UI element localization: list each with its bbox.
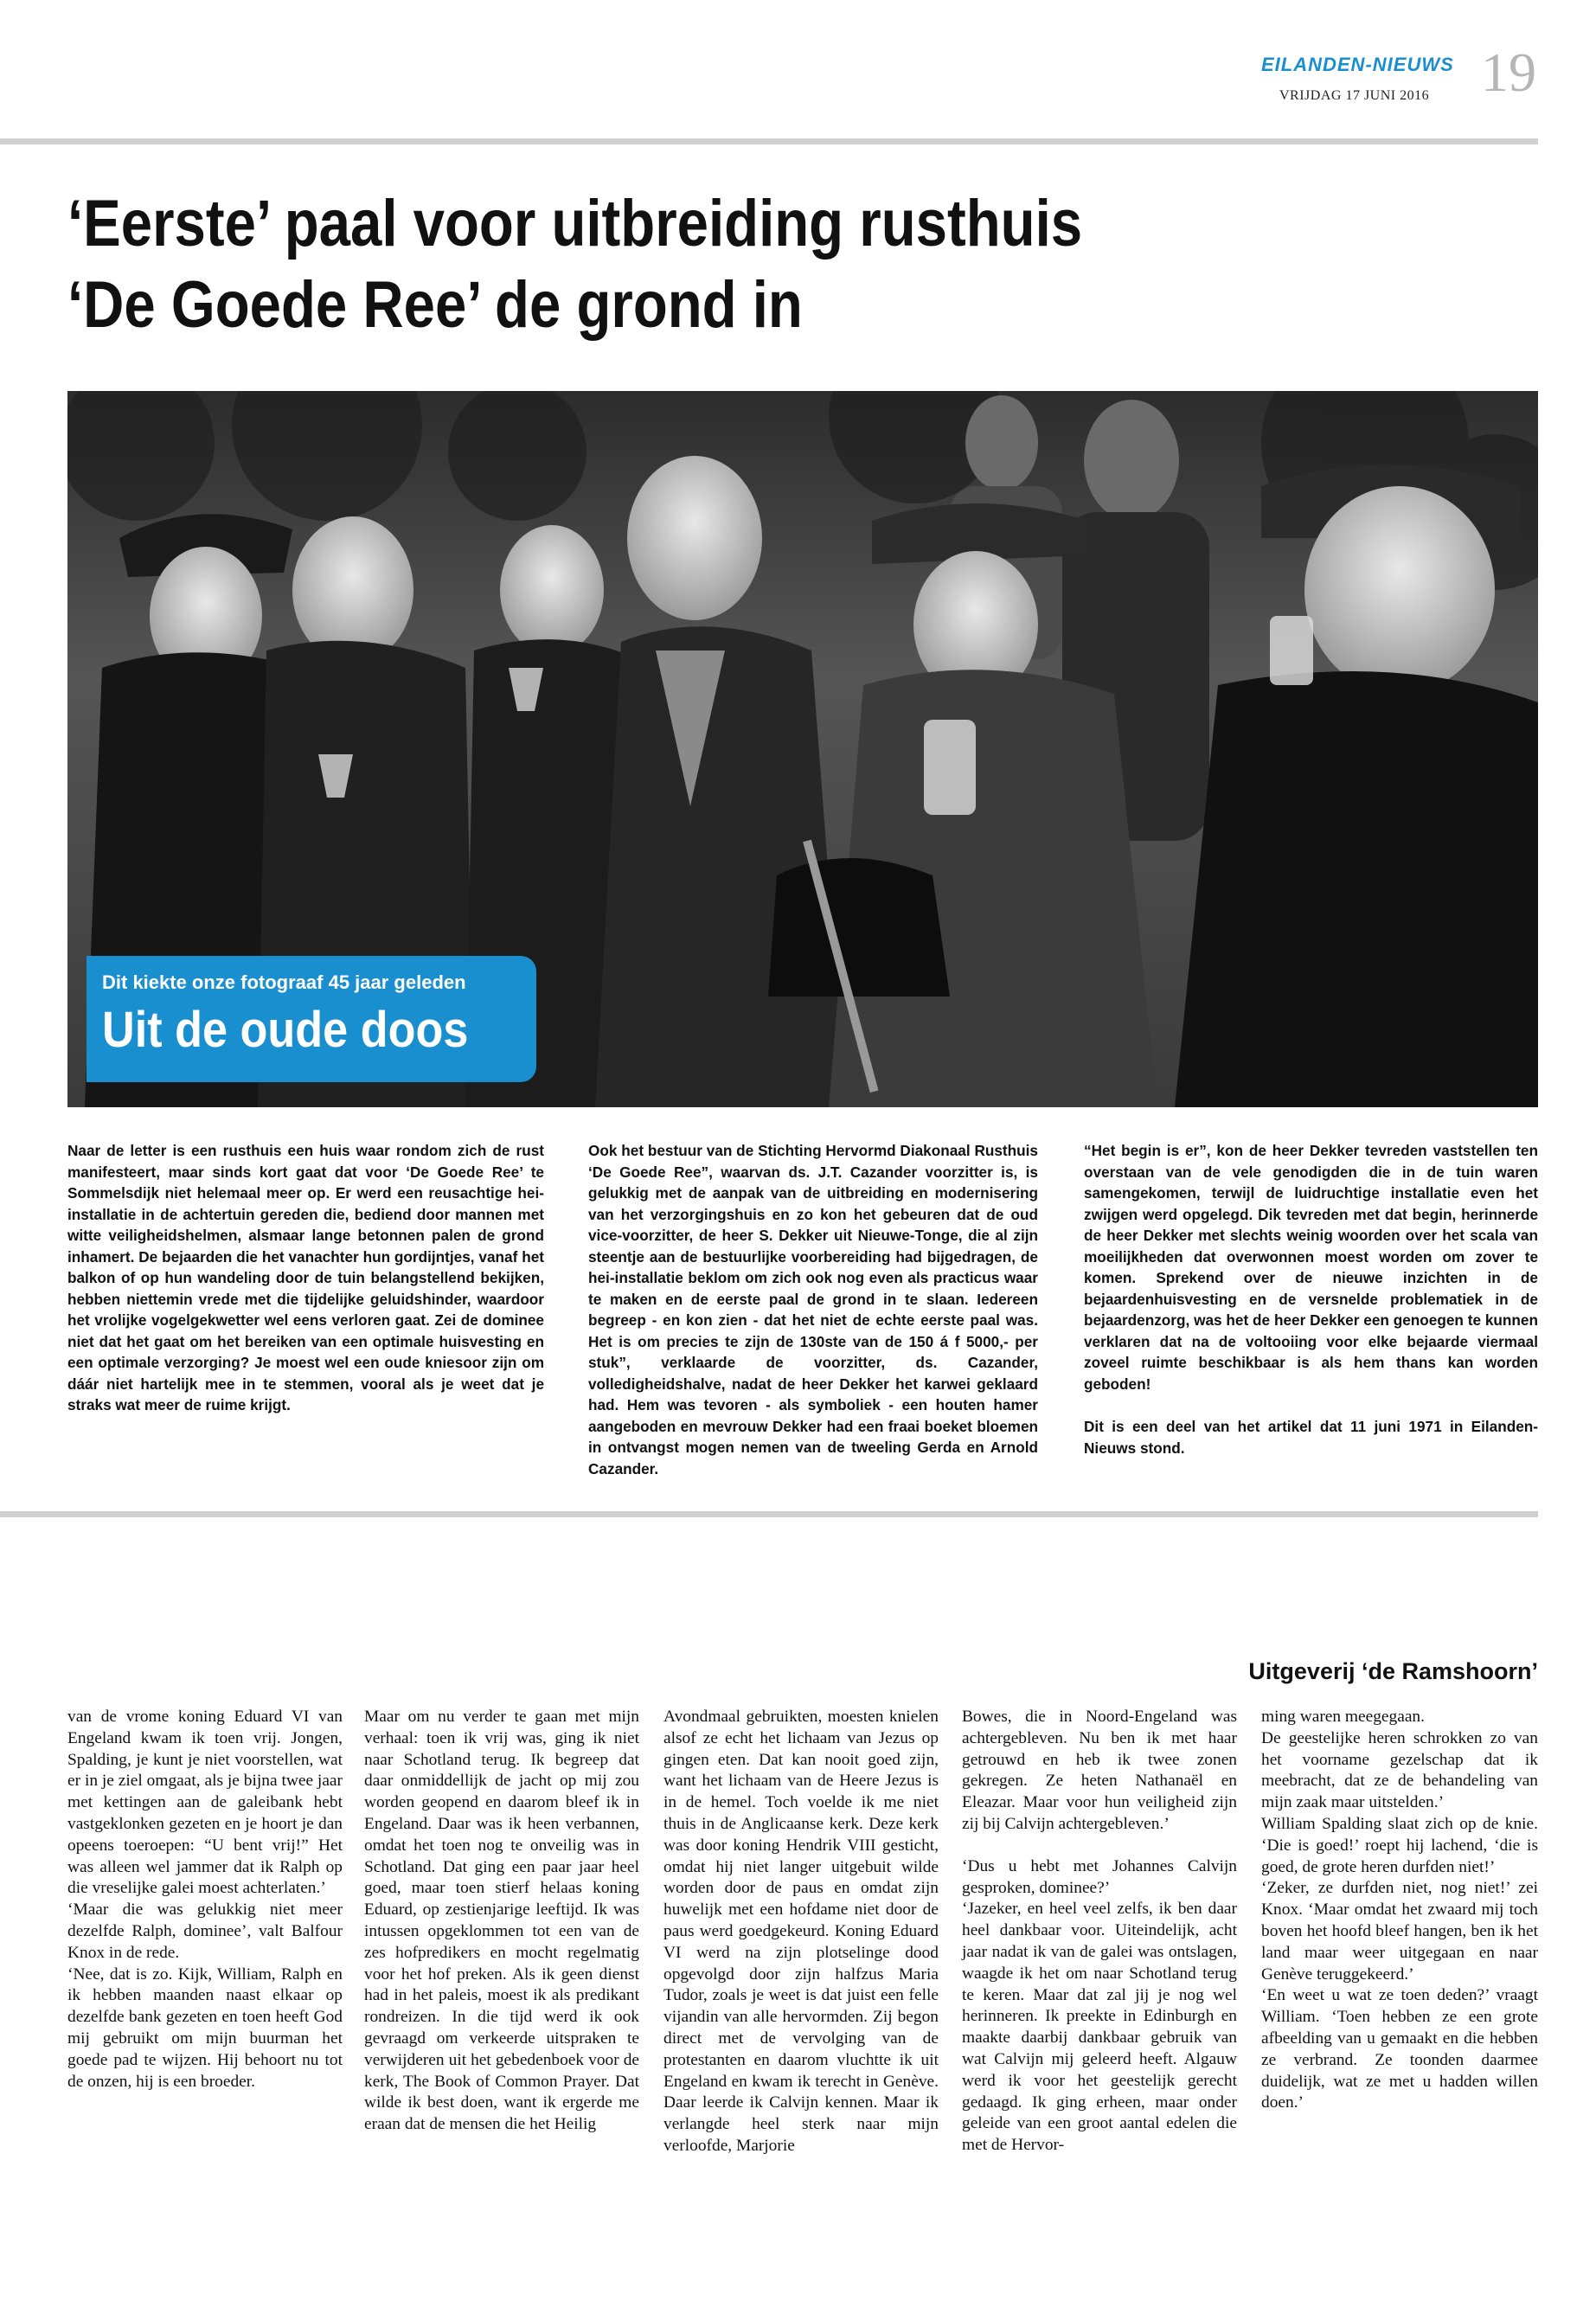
article-paragraph: Ook het bestuur van de Stichting Hervormd Diakonaal Rusthuis ‘De Goede Ree”, waarvan ds. J.T. Cazander voorzitter is, is gelukkig met de aanpak van de uitbreiding en modernisering van het verzorgingshuis en zo kon het gebeuren dat de oud vice-voorzitter, de heer S. Dekker uit Nieuwe-Tonge, die al zijn steentje aan de bestuurlijke voorbereiding had bijgedragen, de hei-installatie beklom om zich ook nog even als practicus waar te maken en de eerste paal de grond in te slaan. Iedereen begreep - en kon zien - dat het niet de echte eerste paal was. Het is om precies te zijn de 130ste van de 150 á f 5000,- per stuk”, verklaarde de voorzitter, ds. Cazander, volledigheidshalve, nadat de heer Dekker het karwei geklaard had. Hem was tevoren - als symboliek - een houten hamer aangeboden en mevrouw Dekker had een fraai boeket bloemen in ontvangst mogen nemen van de tweeling Gerda en Arnold Cazander. [588,1142,1038,1477]
headline-line1: ‘Eerste’ paal voor uitbreiding rusthuis [67,187,1083,260]
serial-column-5 [1261,1707,1538,2114]
headline-line2: ‘De Goede Ree’ de grond in [67,268,803,342]
serial-paragraph: De geestelijke heren schrokken zo van het voorname gezelschap dat ik meebracht, dat ze de behandeling van mijn zaak maar uitstelden.’ [1261,1728,1538,1812]
serial-column-2 [364,1707,639,2136]
section-label-publisher: Uitgeverij ‘de Ramshoorn’ [1248,1658,1538,1684]
article-column-2 [588,1140,1038,1501]
serial-paragraph: ‘Dus u hebt met Johannes Calvijn gesproken, dominee?’ [962,1856,1237,1897]
serial-paragraph: Bowes, die in Noord-Engeland was achtergebleven. Nu ben ik met haar getrouwd en heb ik twee zonen gekregen. Ze heten Nathanaël en Eleazar. Maar voor hun veiligheid zijn zij bij Calvijn achtergebleven.’ [962,1708,1237,1833]
serial-paragraph: ‘Nee, dat is zo. Kijk, William, Ralph en ik hebben maanden naast elkaar op dezelfde bank gezeten en toen heeft God mij gebruikt om mijn buurman het goede pad te wijzen. Hij behoort nu tot de onzen, hij is een broeder. [67,1965,343,2091]
serial-column-3 [663,1707,939,2157]
serial-paragraph: Maar om nu verder te gaan met mijn verhaal: toen ik vrij was, ging ik niet naar Schotland terug. Ik begreep dat daar onmiddellijk de jacht op mij zou worden geopend en daarom bleef ik in Engeland. Daar was ik heen verbannen, omdat het toen nog te onveilig was in Schotland. Dat ging een paar jaar heel goed, maar toen stierf helaas koning Eduard, op zestienjarige leeftijd. Ik was intussen opgeklommen tot een van de zes hofpredikers en mocht regelmatig voor het hof preken. Als ik geen dienst had in het paleis, moest ik als predikant rondreizen. In die tijd werd ik ook gevraagd om verkeerde uitspraken te verwijderen uit het gebedenboek voor de kerk, The Book of Common Prayer. Dat wilde ik best doen, want ik ergerde me eraan dat de mensen die het Heilig [364,1708,639,2134]
article-column-3 [1084,1140,1538,1480]
serial-paragraph: van de vrome koning Eduard VI van Engeland kwam ik toen vrij. Jongen, Spalding, je kunt je niet voorstellen, wat er in je ziel omgaat, als je bijna twee jaar met kettingen aan de galeibank hebt vastgeklonken gezeten en je hoort je dan opeens toeroepen: “U bent vrij!” Het was alleen wel jammer dat ik Ralph op die vreselijke galei moest achterlaten.’ [67,1708,343,1898]
article-paragraph: Dit is een deel van het artikel dat 11 juni 1971 in Eilanden-Nieuws stond. [1084,1418,1538,1457]
serial-paragraph: ‘En weet u wat ze toen deden?’ vraagt William. ‘Toen hebben ze een grote afbeelding van u gemaakt en die hebben ze verbrand. Ze toonden daarmee duidelijk, wat ze met u hadden willen doen.’ [1261,1986,1538,2112]
caption-subtitle: Dit kiekte onze fotograaf 45 jaar geleden [102,971,466,993]
serial-paragraph: ‘Maar die was gelukkig niet meer dezelfde Ralph, dominee’, valt Balfour Knox in de rede. [67,1900,343,1962]
serial-column-4 [962,1707,1237,2157]
masthead-brand: EILANDEN-NIEUWS [1261,54,1454,75]
article-paragraph: Naar de letter is een rusthuis een huis waar rondom zich de rust manifesteert, maar sinds kort gaat dat voor ‘De Goede Ree’ te Sommelsdijk niet helemaal meer op. Er werd een reusachtige hei-installatie in de achtertuin gereden die, bediend door mannen met witte veiligheidshelmen, alsmaar lange betonnen palen de grond inhamert. De bejaarden die het vanachter hun gordijntjes, vanaf het balkon of op hun wandeling door de tuin belangstellend bekijken, hebben niettemin vrede met die tijdelijke geluidshinder, waardoor het vrolijke vogelgekwetter wel eens verloren gaat. Zei de dominee niet dat het gaat om het bereiken van een optimale huisvesting en een optimale verzorging? Je moest wel een oude kniesoor zijn om dáár niet hartelijk mee in te stemmen, vooral als je weet dat je straks wat meer de ruime krijgt. [67,1142,544,1413]
caption-title: Uit de oude doos [102,1002,469,1058]
top-rule [0,138,1538,144]
page-number: 19 [1481,42,1536,103]
article-paragraph: “Het begin is er”, kon de heer Dekker tevreden vaststellen ten overstaan van de vele genodigden die in de tuin waren samengekomen, terwijl de luidruchtige installatie even het zwijgen werd opgelegd. Dik tevreden met dat begin, herinnerde de heer Dekker met slechts weinig woorden over het scala van moeilijkheden dat overwonnen moest worden om zover te komen. Sprekend over de nieuwe inzichten in de bejaardenhuisvesting en de versnelde problematiek in de bejaardenzorg, was het de heer Dekker een genoegen te kunnen verklaren dat na de voltooiing voor elke bejaarde viermaal zoveel ruimte beschikbaar is als hem thans kan worden geboden! [1084,1142,1538,1393]
serial-paragraph: William Spalding slaat zich op de knie. ‘Die is goed!’ roept hij lachend, ‘die is goed, de grote heren durfden niet!’ [1261,1814,1538,1876]
masthead-date: VRIJDAG 17 JUNI 2016 [1279,88,1430,103]
serial-column-1 [67,1707,343,2093]
middle-rule [0,1511,1538,1517]
article-column-1 [67,1140,544,1438]
serial-paragraph: ming waren meegegaan. [1261,1708,1425,1726]
photo-caption-box [87,956,536,1082]
serial-paragraph: Avondmaal gebruikten, moesten knielen alsof ze echt het lichaam van Jezus op gingen eten. Dat kan nooit goed zijn, want het lichaam van de Heere Jezus is in de hemel. Toch voelde ik me niet thuis in de Anglicaanse kerk. Deze kerk was door koning Hendrik VIII gesticht, omdat hij niet langer uitgebuit wilde worden door de paus en omdat zijn huwelijk met een hofdame niet door de paus werd goedgekeurd. Koning Eduard VI werd na zijn plotselinge dood opgevolgd door zijn halfzus Maria Tudor, zoals je weet is dat juist een felle vijandin van alle hervormden. Zij begon direct met de vervolging van de protestanten en daarom vluchtte ik uit Engeland en kwam ik terecht in Genève. Daar leerde ik Calvijn kennen. Maar ik verlangde heel sterk naar mijn verloofde, Marjorie [663,1708,939,2155]
serial-paragraph: ‘Jazeker, en heel veel zelfs, ik ben daar heel dankbaar voor. Uiteindelijk, acht jaar nadat ik van de galei was ontslagen, waagde ik het om naar Schotland terug te keren. Maar dat zal jij je nog wel herinneren. Ik preekte in Edinburgh en maakte daarbij dankbaar gebruik van wat Calvijn mij geleerd heeft. Algauw werd ik voor het geestelijk gerecht gedaagd. Ik ging erheen, maar onder geleide van een groot aantal edelen die met de Hervor- [962,1900,1237,2155]
serial-paragraph: ‘Zeker, ze durfden niet, nog niet!’ zei Knox. ‘Maar omdat het zwaard mij toch boven het hoofd bleef hangen, ben ik het land maar weer uitgegaan en naar Genève teruggekeerd.’ [1261,1879,1538,1984]
